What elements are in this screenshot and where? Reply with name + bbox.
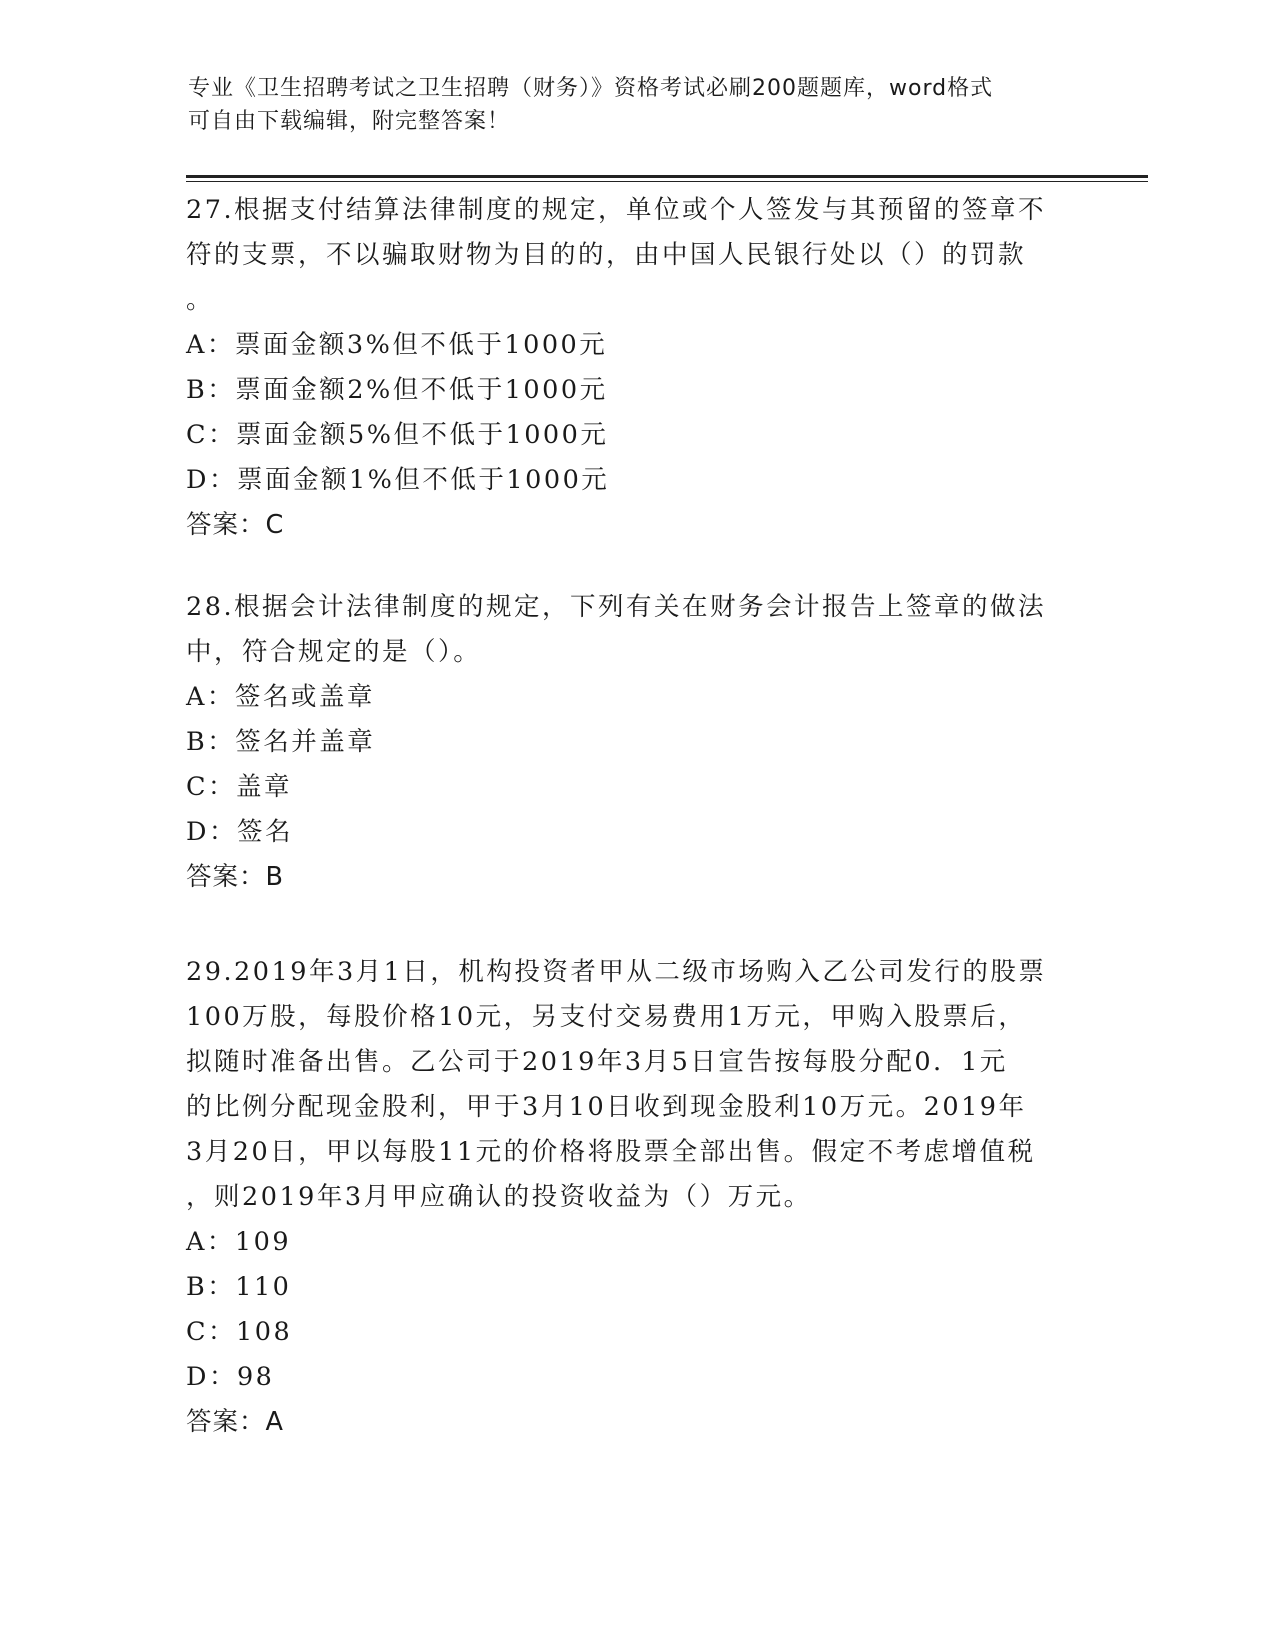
option-d: D：票面金额1%但不低于1000元 <box>186 465 610 495</box>
option-c: C：盖章 <box>186 772 293 802</box>
question-28 <box>186 585 1086 900</box>
question-stem-line: 28.根据会计法律制度的规定，下列有关在财务会计报告上签章的做法 <box>186 592 1047 622</box>
question-stem-line: 符的支票，不以骗取财物为目的的，由中国人民银行处以（）的罚款 <box>186 240 1027 270</box>
question-stem-line: 29.2019年3月1日，机构投资者甲从二级市场购入乙公司发行的股票 <box>186 957 1047 987</box>
question-stem-line: 27.根据支付结算法律制度的规定，单位或个人签发与其预留的签章不 <box>186 195 1047 225</box>
option-c: C：票面金额5%但不低于1000元 <box>186 420 609 450</box>
header-divider-thin <box>186 181 1148 182</box>
question-stem-line: 中，符合规定的是（）。 <box>186 637 482 667</box>
question-stem-line: 。 <box>186 285 215 315</box>
header-line-1: 专业《卫生招聘考试之卫生招聘（财务）》资格考试必刷200题题库，word格式 <box>188 76 994 101</box>
question-stem-line: ，则2019年3月甲应确认的投资收益为（）万元。 <box>186 1182 812 1212</box>
header-divider-thick <box>186 175 1148 178</box>
answer: 答案：A <box>186 1407 284 1437</box>
answer: 答案：B <box>186 862 284 892</box>
document-header <box>188 72 1068 138</box>
option-a: A：签名或盖章 <box>186 682 375 712</box>
header-line-2: 可自由下载编辑，附完整答案！ <box>188 109 511 134</box>
question-stem-line: 的比例分配现金股利，甲于3月10日收到现金股利10万元。2019年 <box>186 1092 1027 1122</box>
question-stem-line: 3月20日，甲以每股11元的价格将股票全部出售。假定不考虑增值税 <box>186 1137 1036 1167</box>
option-b: B：110 <box>186 1272 292 1302</box>
option-b: B：签名并盖章 <box>186 727 376 757</box>
question-27 <box>186 188 1086 548</box>
option-d: D：98 <box>186 1362 275 1392</box>
answer: 答案：C <box>186 510 285 540</box>
option-a: A：票面金额3%但不低于1000元 <box>186 330 608 360</box>
option-a: A：109 <box>186 1227 292 1257</box>
question-stem-line: 100万股，每股价格10元，另支付交易费用1万元，甲购入股票后， <box>186 1002 1027 1032</box>
option-d: D：签名 <box>186 817 293 847</box>
question-29 <box>186 950 1086 1445</box>
question-stem-line: 拟随时准备出售。乙公司于2019年3月5日宣告按每股分配0．1元 <box>186 1047 1008 1077</box>
option-c: C：108 <box>186 1317 293 1347</box>
option-b: B：票面金额2%但不低于1000元 <box>186 375 608 405</box>
